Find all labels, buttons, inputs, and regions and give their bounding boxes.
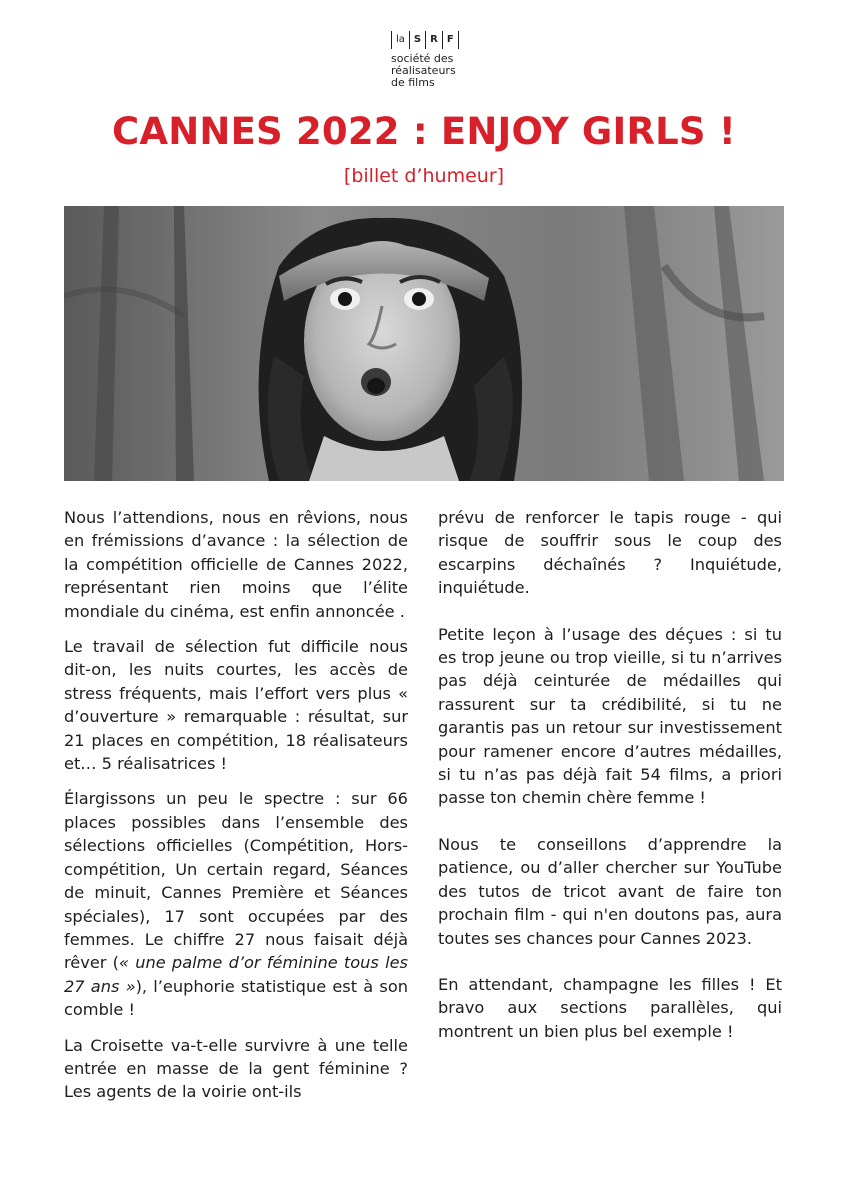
left-paragraph-4: La Croisette va-t-elle survivre à une telle entrée en masse de la gent féminine ? Les agents de la voirie ont-ils [64, 1035, 408, 1102]
right-column [438, 506, 782, 1066]
logo-line-2: réalisateurs [391, 64, 456, 77]
logo-boxes [391, 30, 491, 50]
logo-box-f: F [442, 31, 459, 49]
left-paragraph-3-end: ), l’euphorie statistique est à son comble ! [64, 976, 408, 1020]
srf-logo [391, 30, 491, 89]
right-paragraph-4: En attendant, champagne les filles ! Et bravo aux sections parallèles, qui montrent un bien plus bel exemple ! [438, 974, 782, 1041]
page-title: CANNES 2022 : ENJOY GIRLS ! [112, 110, 736, 153]
logo-box-s: S [409, 31, 425, 49]
left-paragraph-3 [64, 787, 408, 1021]
logo-line-1: société des [391, 52, 454, 65]
left-paragraph-3-start: Élargissons un peu le spectre : sur 66 places possibles dans l’ensemble des sélections officielles (Compétition, Hors-compétition, Un certain regard, Séances de minuit, Cannes Première et Séances spéciales), 17 sont occupées par des femmes. Le chiffre 27 nous faisait déjà rêver ( [64, 789, 408, 973]
silent-film-actress-photo [64, 206, 784, 481]
palme-quote: « une palme d’or féminine tous les 27 ans » [64, 953, 408, 996]
page-subtitle: [billet d’humeur] [343, 165, 505, 187]
logo-box-la: la [391, 31, 409, 49]
left-paragraph-1: Nous l’attendions, nous en rêvions, nous en frémissions d’avance : la sélection de la compétition officielle de Cannes 2022, représentant rien moins que l’élite mondiale du cinéma, est enfin annoncée . [64, 508, 408, 621]
right-paragraph-3: Nous te conseillons d’apprendre la patience, ou d’aller chercher sur YouTube des tutos de tricot avant de faire ton prochain film - qui n'en doutons pas, aura toutes ses chances pour Cannes 2023. [438, 834, 782, 948]
right-paragraph-2: Petite leçon à l’usage des déçues : si tu es trop jeune ou trop vieille, si tu n’arrives pas déjà ceinturée de médailles qui rassurent sur ta crédibilité, si tu ne garantis pas un retour sur investissement pour ramener encore d’autres médailles, si tu n’as pas déjà fait 54 films, a priori passe ton chemin chère femme ! [438, 624, 782, 808]
left-paragraph-2: Le travail de sélection fut difficile nous dit-on, les nuits courtes, les accès de stress fréquents, mais l’effort vers plus « d’ouverture » remarquable : résultat, sur 21 places en compétition, 18 réalisateurs et… 5 réalisatrices ! [64, 637, 408, 774]
logo-line-3: de films [391, 76, 435, 89]
left-column [64, 506, 408, 1116]
logo-box-r: R [425, 31, 442, 49]
right-paragraph-1: prévu de renforcer le tapis rouge - qui risque de souffrir sous le coup des escarpins déchaînés ? Inquiétude, inquiétude. [438, 508, 782, 598]
